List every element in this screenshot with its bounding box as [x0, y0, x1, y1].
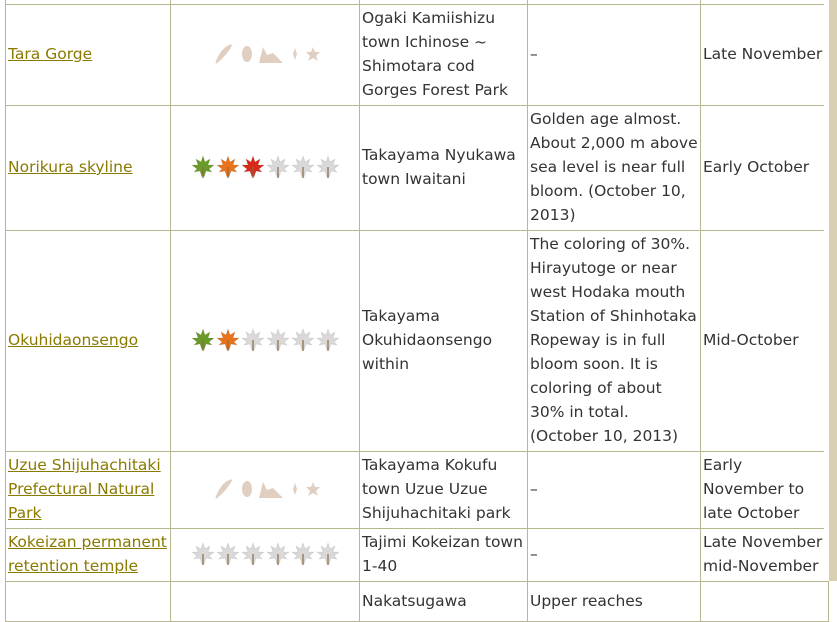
spot-location-cell: Takayama Nyukawa town Iwaitani — [360, 106, 528, 231]
leaf-sketch-icon — [305, 46, 321, 62]
spot-name-cell — [6, 231, 171, 452]
spot-name-link[interactable]: Okuhidaonsengo — [8, 331, 139, 349]
maple-leaf-gray-icon — [291, 155, 315, 179]
maple-leaf-gray-icon — [216, 542, 240, 566]
best-time-cell — [701, 582, 829, 622]
foliage-rating-leaves — [173, 155, 358, 179]
spot-name-link[interactable]: Norikura skyline — [8, 158, 133, 176]
maple-leaf-colored-icon — [216, 155, 240, 179]
leaf-sketch-icon — [240, 45, 254, 63]
foliage-status-cell: – — [528, 452, 701, 529]
maple-leaf-gray-icon — [266, 328, 290, 352]
spot-row — [6, 582, 829, 622]
leaf-sketch-icon — [211, 476, 237, 502]
foliage-spots-table — [5, 0, 829, 622]
foliage-rating-cell — [171, 106, 360, 231]
maple-leaf-gray-icon — [191, 542, 215, 566]
foliage-status-cell: Upper reaches — [528, 582, 701, 622]
best-time-cell: Late November mid-November — [701, 529, 829, 582]
maple-leaf-gray-icon — [266, 155, 290, 179]
spot-name-link[interactable]: Tara Gorge — [8, 45, 93, 63]
spot-row — [6, 452, 829, 529]
foliage-status-cell: Golden age almost. About 2,000 m above sea level is near full bloom. (October 10, 2013) — [528, 106, 701, 231]
maple-leaf-gray-icon — [241, 542, 265, 566]
spot-name-cell — [6, 5, 171, 106]
leaf-sketch-icon — [211, 41, 237, 67]
maple-leaf-gray-icon — [291, 328, 315, 352]
best-time-cell: Mid-October — [701, 231, 829, 452]
maple-leaf-colored-icon — [241, 155, 265, 179]
maple-leaf-colored-icon — [191, 155, 215, 179]
maple-leaf-colored-icon — [216, 328, 240, 352]
foliage-status-cell: The coloring of 30%. Hirayutoge or near west Hodaka mouth Station of Shinhotaka Ropeway is in full bloom soon. It is coloring of about 30% in total. (October 10, 2013) — [528, 231, 701, 452]
foliage-rating-leaves — [173, 328, 358, 352]
spot-location-cell: Nakatsugawa — [360, 582, 528, 622]
foliage-rating-cell — [171, 582, 360, 622]
spot-name-link[interactable]: Kokeizan permanent retention temple — [8, 533, 167, 575]
best-time-cell: Early November to late October — [701, 452, 829, 529]
spot-name-cell — [6, 582, 171, 622]
maple-leaf-colored-icon — [191, 328, 215, 352]
leaf-sketch-icon — [257, 43, 285, 65]
foliage-rating-cell — [171, 231, 360, 452]
maple-leaf-gray-icon — [316, 155, 340, 179]
maple-leaf-gray-icon — [266, 542, 290, 566]
foliage-status-cell: – — [528, 5, 701, 106]
spot-row — [6, 106, 829, 231]
maple-leaf-gray-icon — [316, 542, 340, 566]
spot-location-cell: Takayama Kokufu town Uzue Uzue Shijuhachitaki park — [360, 452, 528, 529]
foliage-sketch-icon — [173, 41, 358, 67]
foliage-rating-leaves — [173, 542, 358, 566]
leaf-sketch-icon — [288, 482, 302, 496]
leaf-sketch-icon — [257, 478, 285, 500]
spot-name-cell — [6, 452, 171, 529]
leaf-sketch-icon — [288, 47, 302, 61]
maple-leaf-gray-icon — [241, 328, 265, 352]
page-right-border — [824, 0, 837, 581]
spot-name-cell — [6, 529, 171, 582]
maple-leaf-gray-icon — [316, 328, 340, 352]
foliage-rating-cell — [171, 452, 360, 529]
foliage-status-cell: – — [528, 529, 701, 582]
leaf-sketch-icon — [240, 480, 254, 498]
best-time-cell: Early October — [701, 106, 829, 231]
spot-row — [6, 529, 829, 582]
best-time-cell: Late November — [701, 5, 829, 106]
spot-location-cell: Ogaki Kamiishizu town Ichinose ~ Shimotara cod Gorges Forest Park — [360, 5, 528, 106]
spot-location-cell: Tajimi Kokeizan town 1-40 — [360, 529, 528, 582]
spot-name-link[interactable]: Uzue Shijuhachitaki Prefectural Natural Park — [8, 456, 161, 522]
spot-location-cell: Takayama Okuhidaonsengo within — [360, 231, 528, 452]
spot-name-cell — [6, 106, 171, 231]
spot-row — [6, 231, 829, 452]
foliage-sketch-icon — [173, 476, 358, 502]
foliage-rating-cell — [171, 529, 360, 582]
maple-leaf-gray-icon — [291, 542, 315, 566]
foliage-rating-cell — [171, 5, 360, 106]
leaf-sketch-icon — [305, 481, 321, 497]
spot-row — [6, 5, 829, 106]
